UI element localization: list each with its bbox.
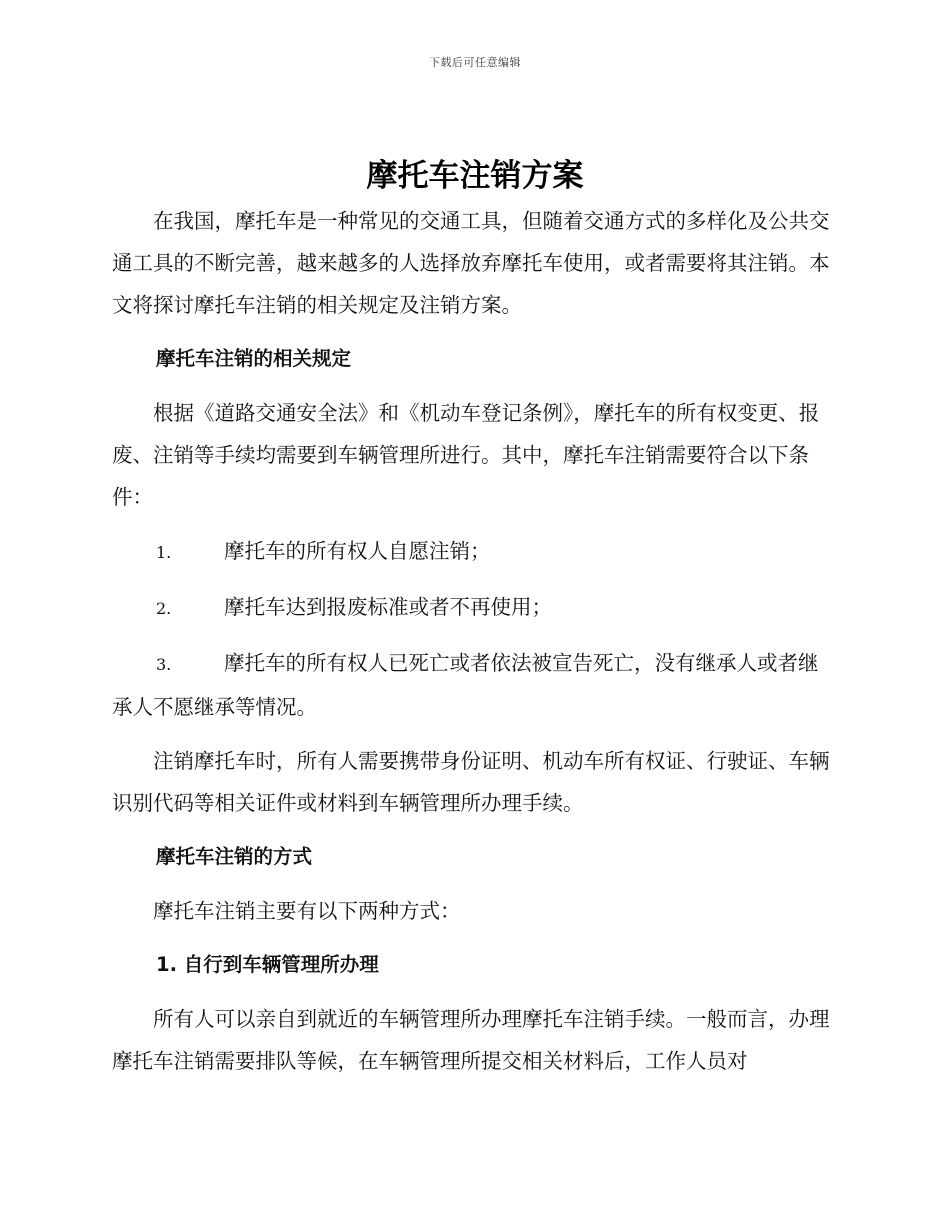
condition-text: 摩托车达到报废标准或者不再使用； (224, 595, 552, 619)
condition-item-2 (112, 586, 834, 630)
subsection-heading-self-service: 1. 自行到车辆管理所办理 (156, 953, 379, 976)
methods-intro-paragraph: 摩托车注销主要有以下两种方式： (153, 899, 461, 923)
document-body (112, 200, 834, 1094)
document-title: 摩托车注销方案 (366, 158, 584, 194)
section-heading-methods: 摩托车注销的方式 (156, 845, 313, 868)
condition-text: 摩托车的所有权人自愿注销； (224, 539, 491, 563)
condition-number: 1. (156, 543, 172, 562)
section-heading-regulations: 摩托车注销的相关规定 (156, 347, 352, 370)
self-service-paragraph: 所有人可以亲自到就近的车辆管理所办理摩托车注销手续。一般而言，办理摩托车注销需要排队等候，在车辆管理所提交相关材料后，工作人员对 (112, 1007, 830, 1073)
condition-number: 2. (156, 599, 172, 618)
documents-paragraph: 注销摩托车时，所有人需要携带身份证明、机动车所有权证、行驶证、车辆识别代码等相关证件或材料到车辆管理所办理手续。 (112, 749, 830, 815)
regulations-paragraph: 根据《道路交通安全法》和《机动车登记条例》，摩托车的所有权变更、报废、注销等手续均需要到车辆管理所进行。其中，摩托车注销需要符合以下条件： (112, 401, 820, 509)
condition-text: 摩托车的所有权人已死亡或者依法被宣告死亡，没有继承人或者继承人不愿继承等情况。 (112, 651, 819, 719)
header-note: 下载后可任意编辑 (429, 56, 521, 69)
condition-item-1 (112, 530, 834, 574)
condition-number: 3. (156, 655, 172, 674)
condition-item-3 (112, 642, 834, 728)
intro-paragraph: 在我国，摩托车是一种常见的交通工具，但随着交通方式的多样化及公共交通工具的不断完善，越来越多的人选择放弃摩托车使用，或者需要将其注销。本文将探讨摩托车注销的相关规定及注销方案。 (112, 209, 830, 317)
